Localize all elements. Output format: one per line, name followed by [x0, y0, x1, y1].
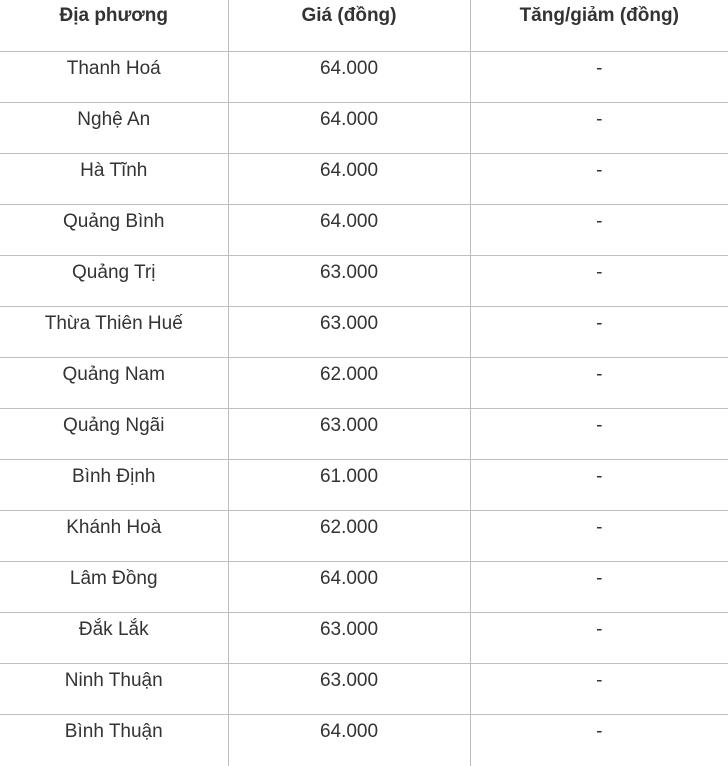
change-cell: -: [470, 102, 728, 153]
table-row: [0, 255, 728, 306]
header-price: Giá (đồng): [228, 0, 470, 51]
price-cell: 64.000: [228, 102, 470, 153]
locality-cell: Quảng Ngãi: [0, 408, 228, 459]
price-cell: 62.000: [228, 357, 470, 408]
table-row: [0, 459, 728, 510]
locality-cell: Ninh Thuận: [0, 663, 228, 714]
change-cell: -: [470, 561, 728, 612]
price-cell: 63.000: [228, 408, 470, 459]
change-cell: -: [470, 306, 728, 357]
locality-cell: Bình Thuận: [0, 714, 228, 766]
table-row: [0, 51, 728, 102]
locality-cell: Quảng Bình: [0, 204, 228, 255]
price-cell: 64.000: [228, 153, 470, 204]
locality-cell: Hà Tĩnh: [0, 153, 228, 204]
change-cell: -: [470, 408, 728, 459]
header-locality: Địa phương: [0, 0, 228, 51]
price-cell: 64.000: [228, 561, 470, 612]
locality-cell: Đắk Lắk: [0, 612, 228, 663]
table-row: [0, 714, 728, 766]
table-row: [0, 357, 728, 408]
table-row: [0, 408, 728, 459]
locality-cell: Nghệ An: [0, 102, 228, 153]
price-cell: 63.000: [228, 663, 470, 714]
change-cell: -: [470, 663, 728, 714]
table-row: [0, 102, 728, 153]
price-cell: 63.000: [228, 306, 470, 357]
change-cell: -: [470, 255, 728, 306]
change-cell: -: [470, 510, 728, 561]
table-row: [0, 663, 728, 714]
price-cell: 63.000: [228, 255, 470, 306]
price-cell: 61.000: [228, 459, 470, 510]
price-cell: 64.000: [228, 714, 470, 766]
locality-cell: Thừa Thiên Huế: [0, 306, 228, 357]
change-cell: -: [470, 51, 728, 102]
table-row: [0, 153, 728, 204]
change-cell: -: [596, 720, 603, 742]
price-cell: 63.000: [228, 612, 470, 663]
change-cell: -: [470, 459, 728, 510]
table-row: [0, 612, 728, 663]
header-change: Tăng/giảm (đồng): [470, 0, 728, 51]
price-cell: 64.000: [228, 51, 470, 102]
locality-cell: Quảng Trị: [0, 255, 228, 306]
change-cell: -: [470, 153, 728, 204]
table-row: [0, 510, 728, 561]
locality-cell: Lâm Đồng: [0, 561, 228, 612]
header-row: [0, 0, 728, 51]
change-cell: -: [470, 612, 728, 663]
change-cell: -: [470, 357, 728, 408]
price-cell: 64.000: [228, 204, 470, 255]
locality-cell: Quảng Nam: [0, 357, 228, 408]
locality-cell: Thanh Hoá: [0, 51, 228, 102]
locality-cell: Bình Định: [0, 459, 228, 510]
table-row: [0, 561, 728, 612]
price-cell: 62.000: [228, 510, 470, 561]
table-row: [0, 306, 728, 357]
table-row: [0, 204, 728, 255]
locality-cell: Khánh Hoà: [0, 510, 228, 561]
change-cell: -: [470, 204, 728, 255]
